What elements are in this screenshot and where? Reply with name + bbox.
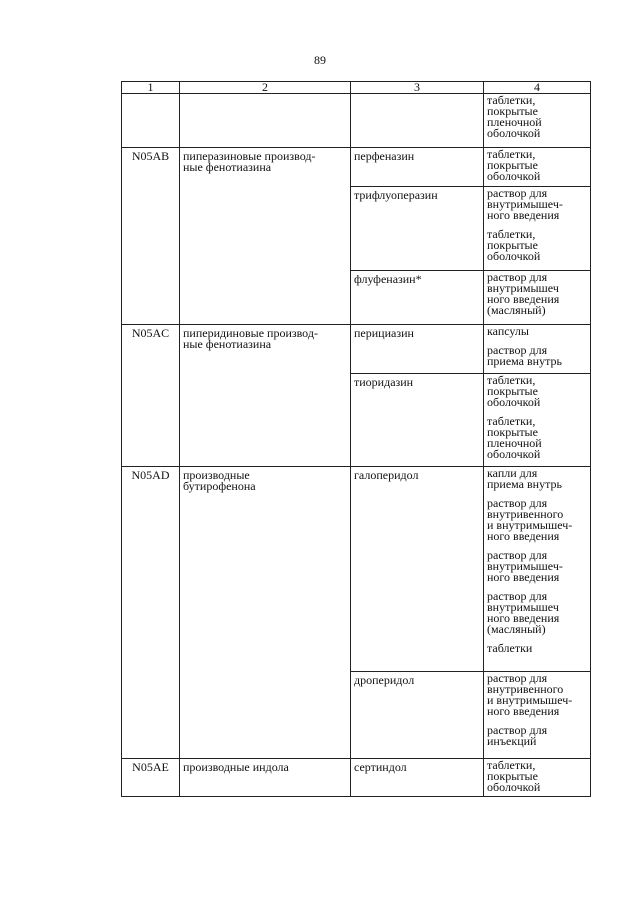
dosage-forms-cell: [484, 271, 591, 325]
dosage-forms-cell: [484, 325, 591, 374]
atc-code-cell: N05AD: [122, 467, 180, 759]
dosage-form: раствор для внутривенного и внутримышеч- ного введения: [487, 671, 573, 718]
page-number: 89: [314, 53, 326, 67]
dosage-form: таблетки, покрытые оболочкой: [487, 147, 541, 183]
drug-name-cell: трифлуоперазин: [351, 187, 484, 271]
group-name-cell: [180, 94, 351, 148]
medication-table: [121, 81, 591, 797]
dosage-form: капли для приема внутрь: [487, 466, 562, 491]
header-col-4: 4: [484, 82, 591, 94]
dosage-form: раствор для инъекций: [487, 723, 548, 748]
dosage-form: раствор для внутримышеч- ного введения: [487, 186, 563, 222]
table-row: [122, 759, 591, 797]
header-col-1: 1: [122, 82, 180, 94]
table-row: [122, 148, 591, 187]
dosage-form: раствор для внутримышеч ного введения (масляный): [487, 270, 560, 317]
dosage-forms-cell: [484, 467, 591, 672]
dosage-forms-cell: [484, 187, 591, 271]
group-name-cell: [180, 467, 351, 759]
dosage-form: таблетки, покрытые оболочкой: [487, 758, 541, 794]
drug-name-cell: дроперидол: [351, 672, 484, 759]
dosage-form: таблетки, покрытые оболочкой: [487, 373, 541, 409]
dosage-form: капсулы: [487, 324, 529, 338]
header-col-2: 2: [180, 82, 351, 94]
drug-name-cell: флуфеназин*: [351, 271, 484, 325]
table-row: [122, 467, 591, 672]
dosage-form: таблетки: [487, 641, 533, 655]
group-name-text: пиперидиновые производ- ные фенотиазина: [183, 326, 318, 351]
dosage-form: таблетки, покрытые оболочкой: [487, 227, 541, 263]
drug-name-cell: сертиндол: [351, 759, 484, 797]
table-row: [122, 94, 591, 148]
dosage-form: таблетки, покрытые пленочной оболочкой: [487, 414, 542, 461]
atc-code-cell: [122, 94, 180, 148]
group-name-cell: [180, 325, 351, 467]
header-col-3: 3: [351, 82, 484, 94]
dosage-form: раствор для приема внутрь: [487, 343, 562, 368]
group-name-cell: [180, 148, 351, 325]
dosage-forms-cell: [484, 672, 591, 759]
table-row: [122, 325, 591, 374]
dosage-form: раствор для внутримышеч- ного введения: [487, 548, 563, 584]
group-name-text: пиперазиновые производ- ные фенотиазина: [183, 149, 316, 174]
drug-name-cell: [351, 94, 484, 148]
atc-code-cell: N05AC: [122, 325, 180, 467]
group-name-text: производные индола: [183, 760, 289, 774]
atc-code-cell: N05AB: [122, 148, 180, 325]
dosage-forms-cell: [484, 759, 591, 797]
dosage-forms-cell: [484, 148, 591, 187]
drug-name-cell: галоперидол: [351, 467, 484, 672]
drug-name-cell: тиоридазин: [351, 374, 484, 467]
group-name-cell: [180, 759, 351, 797]
header-row: [122, 82, 591, 94]
dosage-form: раствор для внутримышеч ного введения (масляный): [487, 589, 560, 636]
dosage-forms-cell: [484, 94, 591, 148]
drug-name-cell: перфеназин: [351, 148, 484, 187]
table-body: [122, 94, 591, 797]
dosage-form: таблетки, покрытые пленочной оболочкой: [487, 93, 542, 140]
drug-name-cell: перициазин: [351, 325, 484, 374]
group-name-text: производные бутирофенона: [183, 468, 256, 493]
atc-code-cell: N05AE: [122, 759, 180, 797]
dosage-form: раствор для внутривенного и внутримышеч- ного введения: [487, 496, 573, 543]
dosage-forms-cell: [484, 374, 591, 467]
